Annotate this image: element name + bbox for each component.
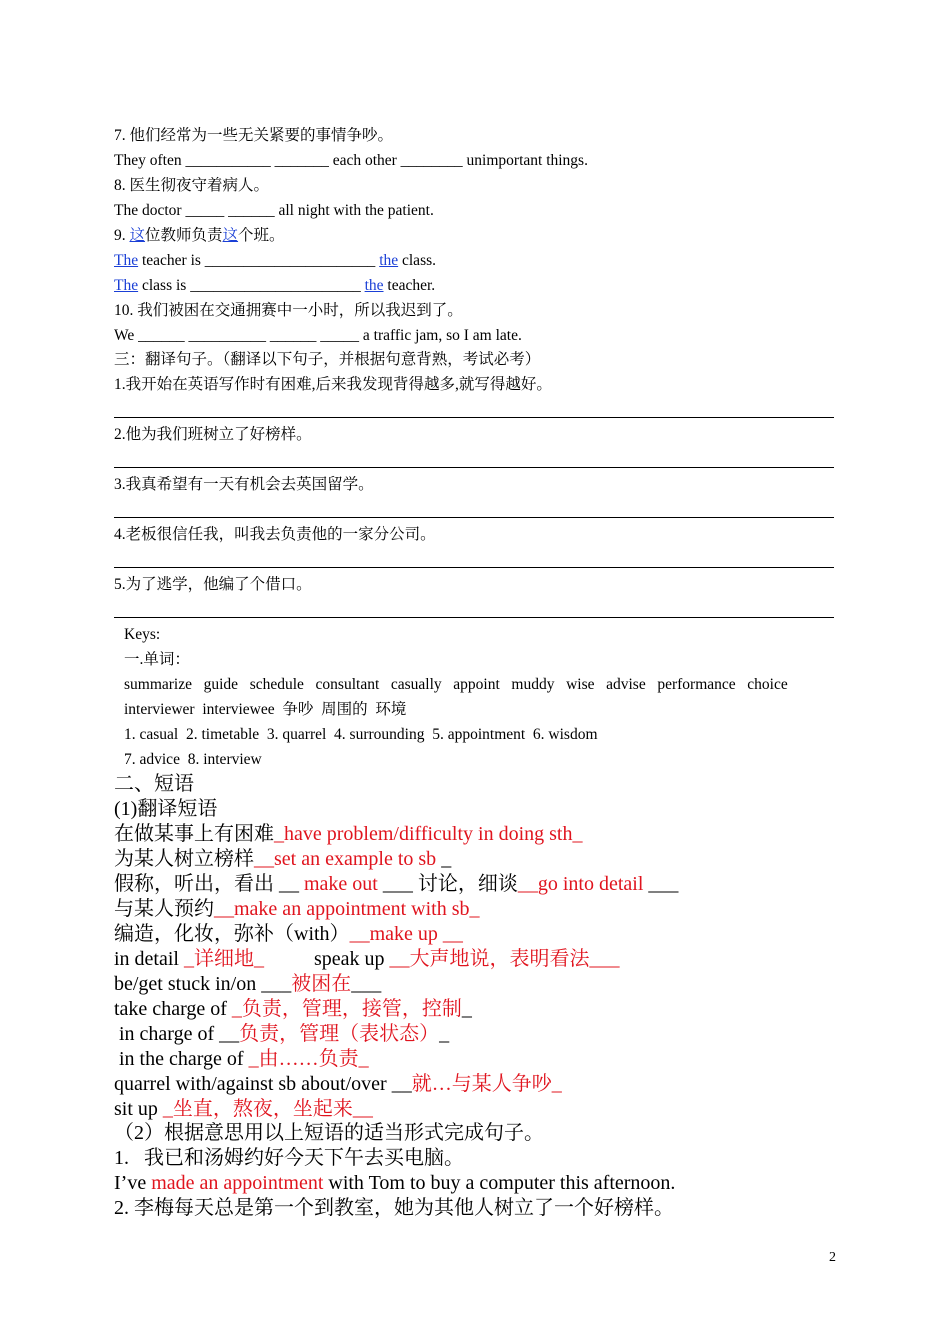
phrases-heading: 二、短语: [114, 773, 194, 795]
answer-line-5: [114, 617, 834, 618]
page-number: 2: [829, 1250, 836, 1265]
q8-english: The doctor _____ ______ all night with the patient.: [114, 202, 434, 219]
phrase-cn: 假称，听出，看出 __: [114, 873, 304, 895]
q7-english: They often ___________ _______ each other ________ unimportant things.: [114, 152, 588, 169]
phrases-sub1: (1)翻译短语: [114, 798, 218, 820]
translation-item-2: 2.他为我们班树立了好榜样。: [114, 426, 312, 443]
answer-line-3: [114, 517, 834, 518]
translation-item-1: 1.我开始在英语写作时有困难,后来我发现背得越多,就写得越好。: [114, 376, 552, 393]
phrase-row-6: [114, 949, 620, 969]
q9-chinese: [114, 228, 285, 244]
q9-english-2: [114, 278, 435, 294]
phrase-row-12: [114, 1099, 373, 1119]
phrase-answer: 就…与某人争吵_: [411, 1073, 562, 1095]
phrase-answer: __make an appointment with sb_: [214, 898, 480, 920]
q7-chinese: 7. 他们经常为一些无关紧要的事情争吵。: [114, 127, 394, 144]
phrase-cn: 与某人预约: [114, 898, 214, 920]
sentence-1-pre: I’ve: [114, 1172, 152, 1194]
q9-cn-link-a[interactable]: 这: [129, 227, 146, 244]
phrase-row-2: [114, 849, 451, 869]
phrase-row-9: [114, 1024, 449, 1044]
sentence-2-chinese: 2. 李梅每天总是第一个到教室，她为其他人树立了一个好榜样。: [114, 1197, 674, 1219]
phrase-row-10: [114, 1049, 369, 1069]
phrase-answer: _负责，管理，接管，控制: [231, 998, 462, 1020]
phrase-answer: __set an example to sb: [254, 848, 437, 870]
q9-en2-link-b[interactable]: the: [364, 277, 384, 294]
phrase-answer-2: __go into detail: [517, 873, 644, 895]
q9-en2-mid: class is ______________________: [138, 277, 365, 294]
phrase-row-8: [114, 999, 472, 1019]
phrase-mid: speak up: [263, 948, 390, 970]
phrase-answer: __make up __: [349, 923, 463, 945]
answer-line-2: [114, 467, 834, 468]
q9-en2-post: teacher.: [383, 277, 436, 294]
phrase-row-4: [114, 899, 480, 919]
phrase-en: in detail: [114, 948, 184, 970]
phrase-answer: _have problem/difficulty in doing sth_: [274, 823, 583, 845]
q8-chinese: 8. 医生彻夜守着病人。: [114, 177, 270, 194]
phrase-en: quarrel with/against sb about/over __: [114, 1073, 412, 1095]
phrase-answer: _坐直，熬夜，坐起来__: [162, 1098, 373, 1120]
keys-vocab-heading: 一.单词：: [124, 651, 190, 668]
phrase-mid: ___ 讨论，细谈: [377, 873, 518, 895]
keys-forms-line-2: 7. advice 8. interview: [124, 751, 262, 768]
q10-chinese: 10. 我们被困在交通拥赛中一小时，所以我迟到了。: [114, 302, 463, 319]
q9-en1-link-b[interactable]: the: [379, 252, 399, 269]
translation-item-4: 4.老板很信任我，叫我去负责他的一家分公司。: [114, 526, 436, 543]
phrase-row-11: [114, 1074, 562, 1094]
q9-cn-mid: 位教师负责: [145, 227, 223, 244]
answer-line-1: [114, 417, 834, 418]
translation-item-5: 5.为了逃学，他编了个借口。: [114, 576, 312, 593]
phrase-en: be/get stuck in/on ___: [114, 973, 292, 995]
phrase-en: sit up: [114, 1098, 163, 1120]
phrase-tail: _: [461, 998, 472, 1020]
q9-en1-mid: teacher is ______________________: [138, 252, 380, 269]
q9-cn-pre: 9.: [114, 227, 130, 244]
phrase-en: take charge of: [114, 998, 232, 1020]
phrase-en: in the charge of: [114, 1048, 249, 1070]
phrases-sub2: （2）根据意思用以上短语的适当形式完成句子。: [114, 1122, 544, 1144]
phrase-tail: _: [439, 1023, 450, 1045]
phrase-answer: make out: [304, 873, 378, 895]
translation-item-3: 3.我真希望有一天有机会去英国留学。: [114, 476, 374, 493]
phrase-answer: _由……负责_: [248, 1048, 369, 1070]
sentence-1-answer: made an appointment: [151, 1172, 324, 1194]
sentence-1-english: [114, 1173, 675, 1193]
translation-heading: 三：翻译句子。（翻译以下句子，并根据句意背熟，考试必考）: [114, 351, 541, 368]
phrase-tail: ___: [351, 973, 382, 995]
keys-title: Keys:: [124, 626, 161, 643]
phrase-tail: _: [436, 848, 452, 870]
keys-vocab-line-2: interviewer interviewee 争吵 周围的 环境: [124, 701, 407, 718]
phrase-tail: ___: [643, 873, 679, 895]
phrase-answer: 被困在: [291, 973, 352, 995]
q9-en1-link-a[interactable]: The: [114, 252, 139, 269]
q9-english-1: [114, 253, 436, 269]
q9-cn-post: 个班。: [238, 227, 285, 244]
phrase-cn: 编造，化妆，弥补（with）: [114, 923, 350, 945]
phrase-row-7: [114, 974, 381, 994]
q9-cn-link-b[interactable]: 这: [222, 227, 239, 244]
sentence-1-chinese: 1. 我已和汤姆约好今天下午去买电脑。: [114, 1147, 464, 1169]
phrase-cn: 为某人树立榜样: [114, 848, 254, 870]
phrase-answer-2: __大声地说，表明看法___: [389, 948, 620, 970]
q10-english: We ______ __________ ______ _____ a traffic jam, so I am late.: [114, 327, 522, 344]
phrase-row-1: [114, 824, 582, 844]
q9-en1-post: class.: [398, 252, 437, 269]
answer-line-4: [114, 567, 834, 568]
sentence-1-post: with Tom to buy a computer this afternoon.: [323, 1172, 676, 1194]
phrase-answer: _详细地_: [183, 948, 264, 970]
phrase-row-5: [114, 924, 463, 944]
keys-vocab-line-1: summarize guide schedule consultant casually appoint muddy wise advise performance choice: [124, 676, 788, 693]
phrase-en: in charge of __: [114, 1023, 240, 1045]
phrase-row-3: [114, 874, 678, 894]
phrase-cn: 在做某事上有困难: [114, 823, 274, 845]
q9-en2-link-a[interactable]: The: [114, 277, 139, 294]
keys-forms-line-1: 1. casual 2. timetable 3. quarrel 4. surrounding 5. appointment 6. wisdom: [124, 726, 598, 743]
phrase-answer: 负责，管理（表状态）: [239, 1023, 440, 1045]
